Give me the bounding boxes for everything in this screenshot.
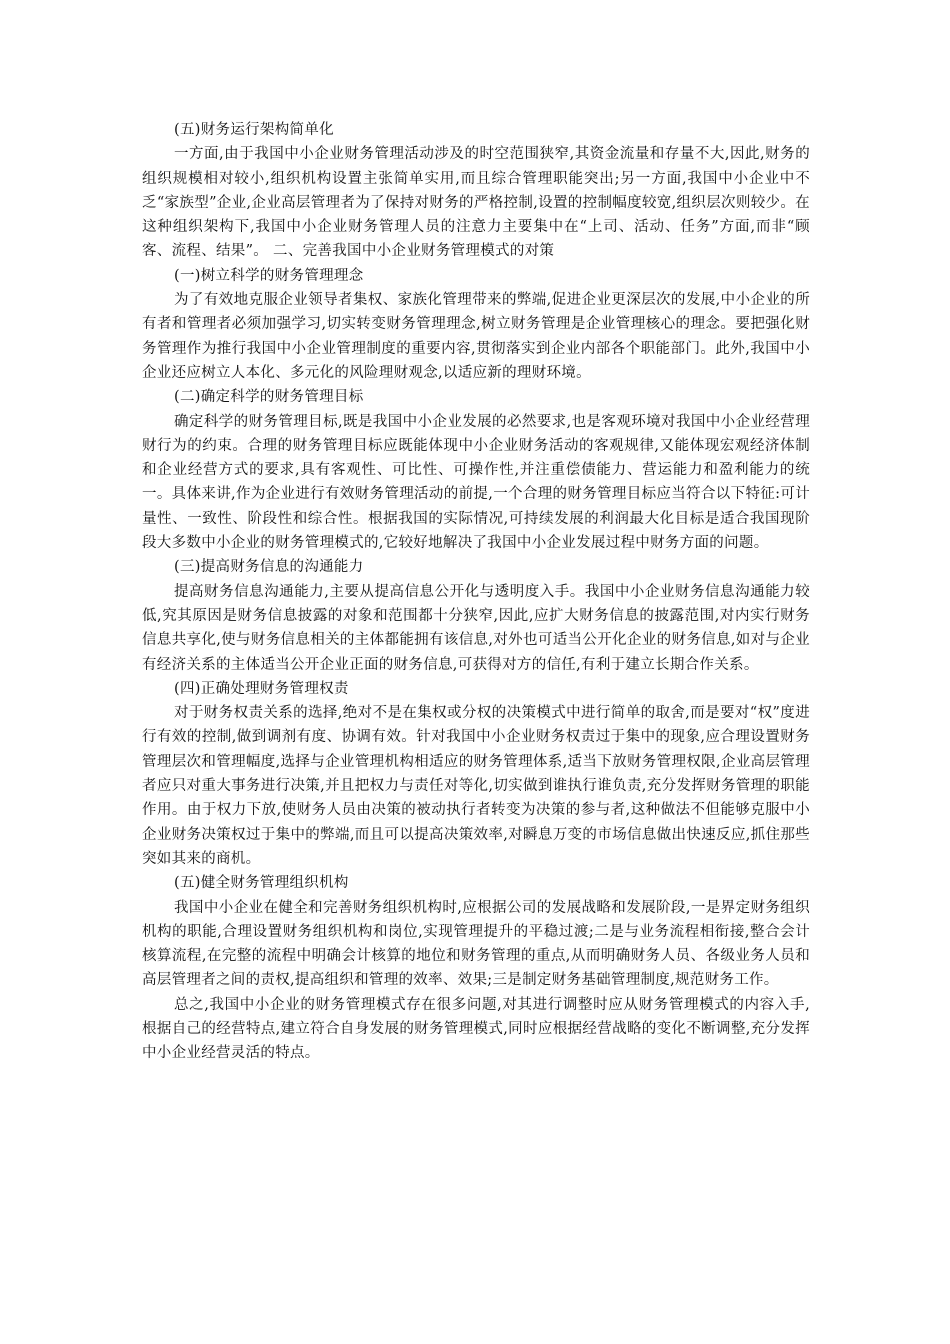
paragraph-goal: 确定科学的财务管理目标,既是我国中小企业发展的必然要求,也是客观环境对我国中小企业经营理财行为的约束。合理的财务管理目标应既能体现中小企业财务活动的客观规律,又能体现宏观经济体制和企业经营方式的要求,具有客观性、可比性、可操作性,并注重偿债能力、营运能力和盈利能力的统一。具体来讲,作为企业进行有效财务管理活动的前提,一个合理的财务管理目标应当符合以下特征:可计量性、一致性、阶段性和综合性。根据我国的实际情况,可持续发展的利润最大化目标是适合我国现阶段大多数中小企业的财务管理模式的,它较好地解决了我国中小企业发展过程中财务方面的问题。 (142, 413, 810, 552)
paragraph-structure: 一方面,由于我国中小企业财务管理活动涉及的时空范围狭窄,其资金流量和存量不大,因此,财务的组织规模相对较小,组织机构设置主张简单实用,而且综合管理职能突出;另一方面,我国中小企业中不乏“家族型”企业,企业高层管理者为了保持对财务的严格控制,设置的控制幅度较宽,组织层次则较少。在这种组织架构下,我国中小企业财务管理人员的注意力主要集中在“上司、活动、任务”方面,而非“顾客、流程、结果”。 二、完善我国中小企业财务管理模式的对策 (142, 146, 810, 260)
paragraph-conclusion: 总之,我国中小企业的财务管理模式存在很多问题,对其进行调整时应从财务管理模式的内容入手,根据自己的经营特点,建立符合自身发展的财务管理模式,同时应根据经营战略的变化不断调整,充分发挥中小企业经营灵活的特点。 (142, 996, 810, 1062)
paragraph-concept: 为了有效地克服企业领导者集权、家族化管理带来的弊端,促进企业更深层次的发展,中小企业的所有者和管理者必须加强学习,切实转变财务管理理念,树立财务管理是企业管理核心的理念。要把强化财务管理作为推行我国中小企业管理制度的重要内容,贯彻落实到企业内部各个职能部门。此外,我国中小企业还应树立人本化、多元化的风险理财观念,以适应新的理财环境。 (142, 292, 810, 381)
section-heading-two-goal: (二)确定科学的财务管理目标 (174, 389, 364, 406)
paragraph-authority: 对于财务权责关系的选择,绝对不是在集权或分权的决策模式中进行简单的取舍,而是要对“权”度进行有效的控制,做到调剂有度、协调有效。针对我国中小企业财务权责过于集中的现象,应合理设置财务管理层次和管理幅度,选择与企业管理机构相适应的财务管理体系,适当下放财务管理权限,企业高层管理者应只对重大事务进行决策,并且把权力与责任对等化,切实做到谁执行谁负责,充分发挥财务管理的职能作用。由于权力下放,使财务人员由决策的被动执行者转变为决策的参与者,这种做法不但能够克服中小企业财务决策权过于集中的弊端,而且可以提高决策效率,对瞬息万变的市场信息做出快速反应,抓住那些突如其来的商机。 (142, 705, 810, 867)
section-heading-five-organization: (五)健全财务管理组织机构 (174, 875, 349, 892)
section-heading-five-structure: (五)财务运行架构简单化 (174, 122, 334, 138)
document-body (142, 118, 810, 1066)
section-heading-one-concept: (一)树立科学的财务管理理念 (174, 267, 364, 284)
section-heading-four-authority: (四)正确处理财务管理权责 (174, 680, 349, 697)
section-heading-three-communication: (三)提高财务信息的沟通能力 (174, 559, 364, 576)
paragraph-communication: 提高财务信息沟通能力,主要从提高信息公开化与透明度入手。我国中小企业财务信息沟通能力较低,究其原因是财务信息披露的对象和范围都十分狭窄,因此,应扩大财务信息的披露范围,对内实行财务信息共享化,使与财务信息相关的主体都能拥有该信息,对外也可适当公开化企业的财务信息,如对与企业有经济关系的主体适当公开企业正面的财务信息,可获得对方的信任,有利于建立长期合作关系。 (142, 583, 810, 673)
paragraph-organization: 我国中小企业在健全和完善财务组织机构时,应根据公司的发展战略和发展阶段,一是界定财务组织机构的职能,合理设置财务组织机构和岗位,实现管理提升的平稳过渡;二是与业务流程相衔接,整合会计核算流程,在完整的流程中明确会计核算的地位和财务管理的重点,从而明确财务人员、各级业务人员和高层管理者之间的责权,提高组织和管理的效率、效果;三是制定财务基础管理制度,规范财务工作。 (142, 899, 810, 989)
